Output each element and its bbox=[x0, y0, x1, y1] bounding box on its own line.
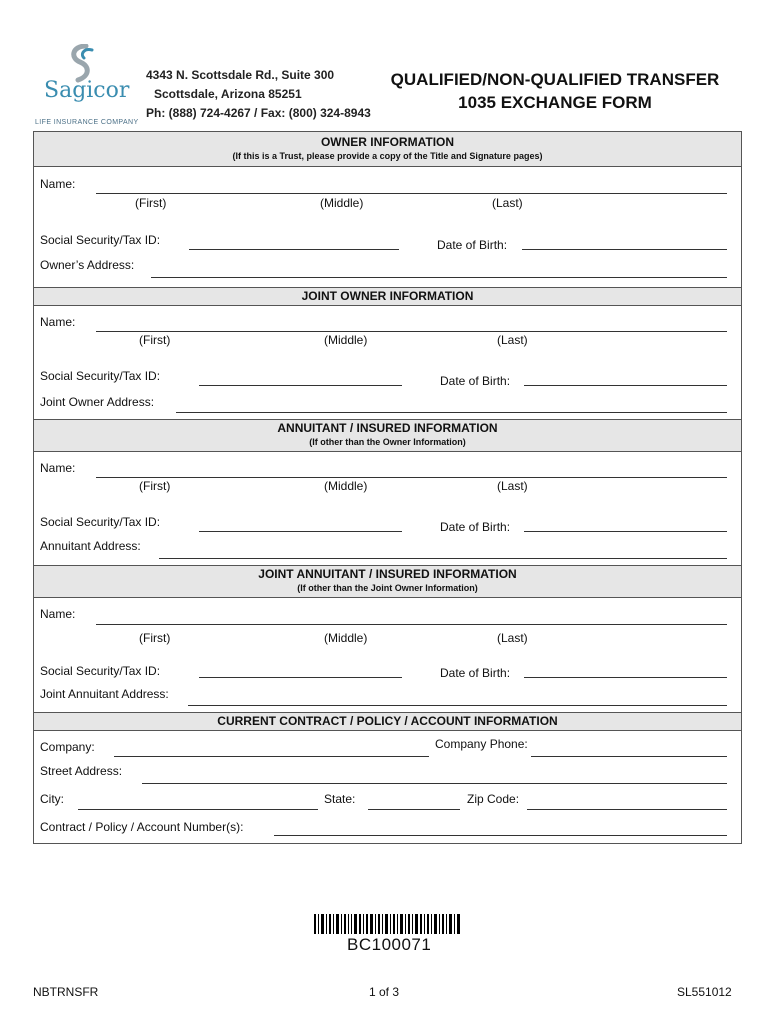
state-field[interactable] bbox=[368, 809, 460, 810]
address-line-2: Scottsdale, Arizona 85251 bbox=[154, 87, 302, 101]
annuitant-last-caption: (Last) bbox=[497, 479, 528, 493]
form-title bbox=[372, 68, 738, 114]
joint-owner-section-header bbox=[34, 287, 741, 306]
company-label: Company: bbox=[40, 740, 95, 754]
joint-owner-first-caption: (First) bbox=[139, 333, 171, 347]
joint-annuitant-name-label: Name: bbox=[40, 607, 76, 621]
owner-dob-field[interactable] bbox=[522, 249, 727, 250]
annuitant-ssn-label: Social Security/Tax ID: bbox=[40, 515, 161, 529]
annuitant-first-caption: (First) bbox=[139, 479, 171, 493]
joint-annuitant-dob-field[interactable] bbox=[524, 677, 727, 678]
contract-numbers-field[interactable] bbox=[274, 835, 727, 836]
logo-subtitle: LIFE INSURANCE COMPANY bbox=[35, 119, 139, 126]
form-body bbox=[33, 131, 742, 844]
footer-revision-code: SL551012 bbox=[677, 985, 732, 999]
contract-numbers-label: Contract / Policy / Account Number(s): bbox=[40, 820, 244, 834]
joint-annuitant-last-caption: (Last) bbox=[497, 631, 528, 645]
owner-ssn-field[interactable] bbox=[189, 249, 399, 250]
owner-name-field[interactable] bbox=[96, 193, 727, 194]
annuitant-address-field[interactable] bbox=[159, 558, 727, 559]
joint-annuitant-dob-label: Date of Birth: bbox=[440, 666, 511, 680]
owner-last-caption: (Last) bbox=[492, 196, 523, 210]
joint-annuitant-name-field[interactable] bbox=[96, 624, 727, 625]
contract-heading: CURRENT CONTRACT / POLICY / ACCOUNT INFORMATION bbox=[217, 714, 558, 728]
joint-owner-name-label: Name: bbox=[40, 315, 76, 329]
owner-name-label: Name: bbox=[40, 177, 76, 191]
zip-code-field[interactable] bbox=[527, 809, 727, 810]
form-title-line-2: 1035 EXCHANGE FORM bbox=[458, 93, 652, 112]
joint-annuitant-first-caption: (First) bbox=[139, 631, 171, 645]
joint-annuitant-middle-caption: (Middle) bbox=[324, 631, 368, 645]
annuitant-middle-caption: (Middle) bbox=[324, 479, 368, 493]
logo-text: Sagicor bbox=[44, 78, 130, 103]
company-field[interactable] bbox=[114, 756, 429, 757]
joint-owner-ssn-field[interactable] bbox=[199, 385, 402, 386]
joint-owner-dob-field[interactable] bbox=[524, 385, 727, 386]
joint-owner-dob-label: Date of Birth: bbox=[440, 374, 511, 388]
owner-first-caption: (First) bbox=[135, 196, 167, 210]
joint-annuitant-ssn-field[interactable] bbox=[199, 677, 402, 678]
page-number: 1 of 3 bbox=[369, 985, 400, 999]
company-phone-field[interactable] bbox=[531, 756, 727, 757]
state-label: State: bbox=[324, 792, 356, 806]
joint-annuitant-heading: JOINT ANNUITANT / INSURED INFORMATION bbox=[258, 567, 517, 581]
company-phone-label: Company Phone: bbox=[435, 737, 528, 751]
owner-address-field[interactable] bbox=[151, 277, 727, 278]
owner-section-header bbox=[34, 132, 741, 167]
joint-owner-name-field[interactable] bbox=[96, 331, 727, 332]
city-field[interactable] bbox=[78, 809, 318, 810]
annuitant-dob-label: Date of Birth: bbox=[440, 520, 511, 534]
joint-annuitant-address-field[interactable] bbox=[188, 705, 727, 706]
joint-annuitant-ssn-label: Social Security/Tax ID: bbox=[40, 664, 161, 678]
annuitant-note: (If other than the Owner Information) bbox=[309, 437, 466, 447]
owner-heading: OWNER INFORMATION bbox=[320, 135, 455, 149]
joint-annuitant-section-header bbox=[34, 565, 741, 598]
address-line-1: 4343 N. Scottsdale Rd., Suite 300 bbox=[146, 68, 335, 82]
street-address-field[interactable] bbox=[142, 783, 727, 784]
joint-owner-last-caption: (Last) bbox=[497, 333, 528, 347]
annuitant-heading: ANNUITANT / INSURED INFORMATION bbox=[277, 421, 498, 435]
joint-owner-address-label: Joint Owner Address: bbox=[40, 395, 155, 409]
annuitant-ssn-field[interactable] bbox=[199, 531, 402, 532]
form-title-line-1: QUALIFIED/NON-QUALIFIED TRANSFER bbox=[390, 70, 720, 89]
footer-form-code: NBTRNSFR bbox=[33, 985, 99, 999]
owner-dob-label: Date of Birth: bbox=[437, 238, 508, 252]
owner-address-label: Owner’s Address: bbox=[40, 258, 135, 272]
owner-middle-caption: (Middle) bbox=[320, 196, 364, 210]
joint-owner-middle-caption: (Middle) bbox=[324, 333, 368, 347]
owner-note: (If this is a Trust, please provide a copy of the Title and Signature pages) bbox=[232, 151, 543, 161]
street-address-label: Street Address: bbox=[40, 764, 123, 778]
contract-section-header bbox=[34, 712, 741, 731]
annuitant-section-header bbox=[34, 419, 741, 452]
owner-ssn-label: Social Security/Tax ID: bbox=[40, 233, 161, 247]
barcode-number: BC100071 bbox=[347, 935, 432, 954]
annuitant-address-label: Annuitant Address: bbox=[40, 539, 141, 553]
joint-owner-address-field[interactable] bbox=[176, 412, 727, 413]
city-label: City: bbox=[40, 792, 64, 806]
joint-annuitant-address-label: Joint Annuitant Address: bbox=[40, 687, 169, 701]
joint-owner-ssn-label: Social Security/Tax ID: bbox=[40, 369, 161, 383]
company-address bbox=[146, 66, 371, 123]
joint-annuitant-note: (If other than the Joint Owner Information) bbox=[297, 583, 478, 593]
annuitant-name-field[interactable] bbox=[96, 477, 727, 478]
joint-owner-heading: JOINT OWNER INFORMATION bbox=[301, 289, 474, 303]
annuitant-dob-field[interactable] bbox=[524, 531, 727, 532]
zip-code-label: Zip Code: bbox=[467, 792, 520, 806]
annuitant-name-label: Name: bbox=[40, 461, 76, 475]
barcode-icon bbox=[314, 914, 460, 934]
phone-fax-line: Ph: (888) 724-4267 / Fax: (800) 324-8943 bbox=[146, 106, 371, 120]
